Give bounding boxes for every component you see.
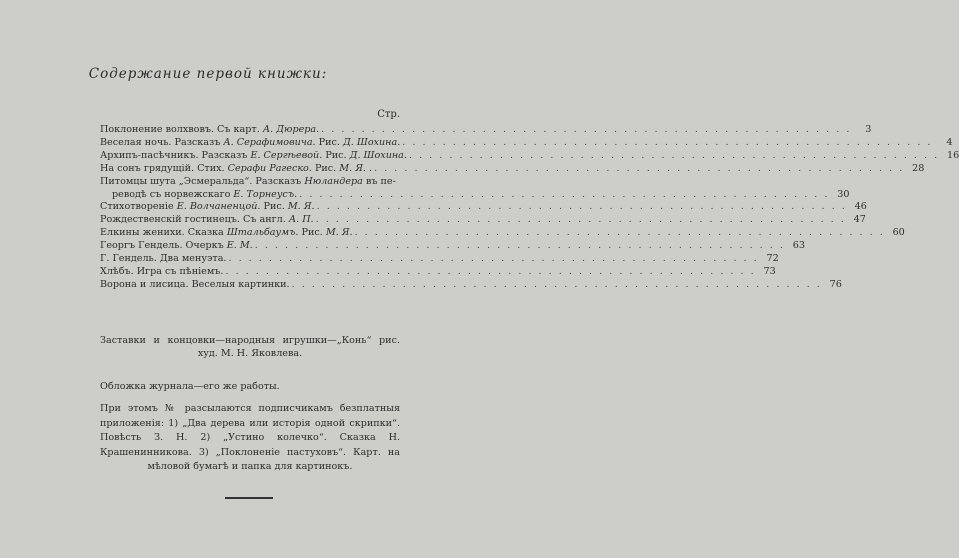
toc-page-number: 30 [837,188,850,200]
toc-entry-title [100,266,223,279]
toc-text: Рис. [260,201,288,213]
toc-text: Веселая ночь. Разсказъ [100,136,224,148]
toc-entry-title [112,189,297,202]
toc-author: М. Я. [325,227,353,239]
toc-leader-dots [253,240,787,253]
toc-text: реводѣ съ норвежскаго [112,188,234,200]
toc-entry-title [100,124,319,137]
toc-author: Серафи Рагеско. [227,162,312,174]
toc-entry-title [100,214,314,227]
toc-author: Д. Шохина. [342,136,401,148]
toc-text: Хлѣбъ. Игра съ пѣніемъ. [100,265,224,277]
toc-page-number: 63 [792,240,805,252]
toc-leader-dots [353,227,887,240]
illustrations-note: Заставки и концовки—народныя игрушки—„Конь“ рис. худ. М. Н. Яковлева. [100,335,400,359]
toc-text: Рис. [311,162,340,174]
closing-rule [225,497,273,499]
toc-page-number: 3 [865,124,872,135]
toc-text: Питомцы шута „Эсмеральда“. Разсказъ [100,175,305,187]
toc-author: М. Я. [287,201,315,213]
toc-leader-dots [319,124,853,137]
toc-author: Штальбаумъ. [226,227,299,239]
toc-entry [100,149,959,163]
toc-author: Е. Торнеусъ. [233,188,298,200]
toc-page-number: 73 [763,265,776,277]
toc-entry-title [100,176,396,189]
toc-leader-dots [372,163,906,176]
toc-text: Стихотвореніе [100,201,177,213]
toc-text: Архипъ-пасѣчникъ. Разсказъ [100,149,251,161]
toc-entry-title [100,240,253,253]
toc-page-number: 47 [853,214,866,226]
toc-text: Рис. [315,136,343,148]
toc-author: М. Я. . [339,162,373,174]
toc-author: А. П. [288,214,314,226]
toc-text: Поклонение волхвовъ. Съ карт. [100,124,263,135]
toc-entry-title [100,201,315,214]
toc-leader-dots [315,201,849,214]
toc-entry-title [100,227,353,240]
toc-entry [100,124,872,137]
toc-entry-title [100,163,372,176]
toc-leader-dots [297,189,831,202]
toc-entry [100,278,842,292]
toc-text: Георгъ Гендель. Очеркъ [100,240,227,252]
toc-entry [100,227,905,240]
toc-text: въ пе- [362,175,396,187]
page-title: Содержание первой книжки: [88,66,328,82]
toc-leader-dots [290,279,824,292]
toc-author: Е. М. [226,240,253,252]
toc-author: А. Дюрера. [262,124,320,135]
toc-entry [100,214,866,227]
toc-text: Рис. [322,149,350,161]
toc-author: Е. Сергѣевой. [250,149,323,161]
toc-leader-dots [314,214,848,227]
toc-leader-dots [226,253,760,266]
toc-entry-title [100,150,407,163]
toc-page-number: 72 [766,253,779,265]
toc-entry [100,265,776,279]
toc-text: Рис. [298,227,326,239]
toc-entry [100,201,867,214]
toc-leader-dots [400,137,934,150]
toc-leader-dots [407,150,941,163]
toc-entry-title [100,279,290,292]
toc-text: Рождественскій гостинецъ. Съ англ. [100,214,289,226]
toc-entry-title [100,253,226,266]
toc-page-number: 4 [946,136,953,148]
table-of-contents [100,124,959,292]
toc-page-number: 16 [946,149,959,161]
cover-note: Обложка журнала—его же работы. [100,381,280,392]
toc-leader-dots [223,266,757,279]
page-column-label: Стр. [377,109,400,120]
toc-text: На сонъ грядущій. Стих. [100,162,228,174]
supplements-note: При этомъ № разсылаются подписчикамъ безплатныя приложенія: 1) „Два дерева или исторія одной скрипки“. Повѣсть З. Н. 2) „Устино колечко“. Сказка Н. Крашенинникова. 3) „Поклоненіе пастуховъ“. Карт. на мѣловой бумагѣ и папка для картинокъ. [100,403,400,472]
toc-entry [100,136,953,150]
toc-entry-title [100,137,400,150]
toc-author: Е. Волчаненцой. [176,201,261,213]
toc-text: Г. Гендель. Два менуэта. [100,253,227,265]
toc-entry [100,188,850,202]
toc-entry [100,240,805,253]
toc-page-number: 60 [892,227,905,239]
toc-page-number: 46 [854,201,867,213]
toc-page-number: 28 [912,162,925,174]
toc-author: Нюландера [304,175,363,187]
toc-entry [100,253,779,266]
toc-author: Д. Шохина. [349,149,407,161]
toc-text: Ворона и лисица. Веселыя картинки. [100,278,290,290]
toc-page-number: 76 [829,278,842,290]
toc-text: Елкины женихи. Сказка [100,227,227,239]
toc-author: А. Серафимовича. [223,136,316,148]
toc-entry [100,176,400,189]
toc-entry [100,162,925,176]
